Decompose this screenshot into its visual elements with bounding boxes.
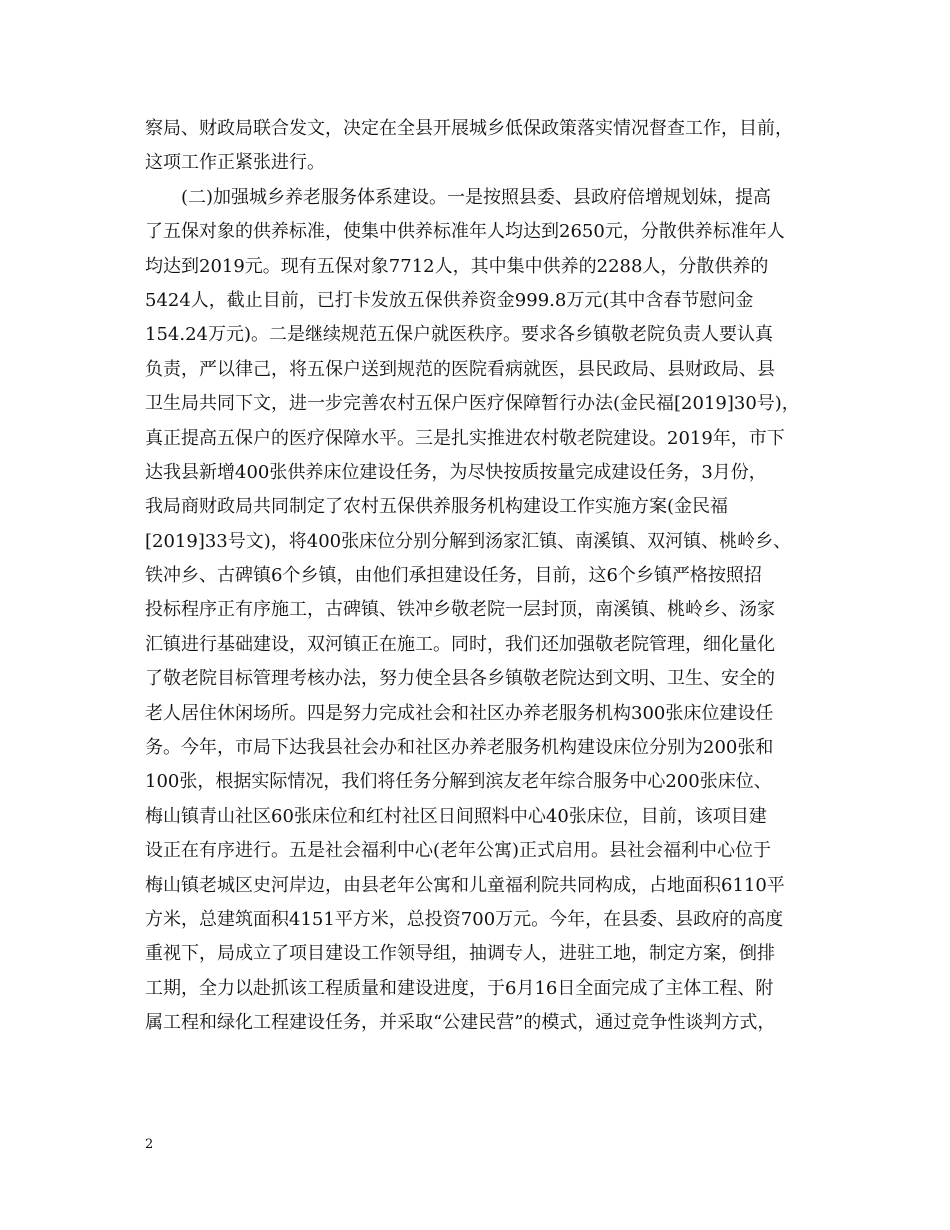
page-number: 2	[145, 1137, 154, 1152]
text-line: 我局商财政局共同制定了农村五保供养服务机构建设工作实施方案(金民福	[145, 496, 729, 518]
text-line: 察局、财政局联合发文，决定在全县开展城乡低保政策落实情况督查工作，目前，	[145, 118, 793, 139]
text-line: 均达到2019元。现有五保对象7712人，其中集中供养的2288人，分散供养的	[145, 255, 769, 277]
text-line: 汇镇进行基础建设，双河镇正在施工。同时，我们还加强敬老院管理，细化量化	[145, 633, 775, 655]
text-line: 梅山镇老城区史河岸边，由县老年公寓和儿童福利院共同构成，占地面积6110平	[145, 874, 785, 896]
text-line: 设正在有序进行。五是社会福利中心(老年公寓)正式启用。县社会福利中心位于	[145, 840, 772, 862]
text-line: 100张，根据实际情况，我们将任务分解到滨友老年综合服务中心200张床位、	[145, 771, 772, 793]
text-line: 属工程和绿化工程建设任务，并采取“公建民营”的模式，通过竞争性谈判方式，	[145, 1012, 776, 1034]
text-line: [2019]33号文)，将400张床位分别分解到汤家汇镇、南溪镇、双河镇、桃岭乡、	[145, 530, 792, 552]
text-line: 投标程序正有序施工，古碑镇、铁冲乡敬老院一层封顶，南溪镇、桃岭乡、汤家	[145, 599, 775, 621]
text-line: 铁冲乡、古碑镇6个乡镇，由他们承担建设任务，目前，这6个乡镇严格按照招	[145, 565, 762, 587]
text-line: 154.24万元)。二是继续规范五保户就医秩序。要求各乡镇敬老院负责人要认真	[145, 324, 774, 346]
text-line: 老人居住休闲场所。四是努力完成社会和社区办养老服务机构300张床位建设任	[145, 702, 774, 724]
text-line: 卫生局共同下文，进一步完善农村五保户医疗保障暂行办法(金民福[2019]30号)，	[145, 393, 800, 415]
text-line: 了敬老院目标管理考核办法，努力使全县各乡镇敬老院达到文明、卫生、安全的	[145, 668, 775, 690]
text-line: 重视下，局成立了项目建设工作领导组，抽调专人，进驻工地，制定方案，倒排	[145, 943, 775, 965]
text-line: 工期，全力以赴抓该工程质量和建设进度，于6月16日全面完成了主体工程、附	[145, 977, 774, 999]
text-line: 真正提高五保户的医疗保障水平。三是扎实推进农村敬老院建设。2019年，市下	[145, 427, 785, 449]
text-line: 了五保对象的供养标准，使集中供养标准年人均达到2650元，分散供养标准年人	[145, 221, 785, 243]
section-heading-line: (二)加强城乡养老服务体系建设。一是按照县委、县政府倍增规划妹，提高	[181, 186, 772, 208]
text-line: 方米，总建筑面积4151平方米，总投资700万元。今年，在县委、县政府的高度	[145, 908, 784, 930]
text-line: 这项工作正紧张进行。	[145, 152, 325, 174]
text-line: 5424人，截止目前，已打卡发放五保供养资金999.8万元(其中含春节慰问金	[145, 289, 754, 311]
text-line: 务。今年，市局下达我县社会办和社区办养老服务机构建设床位分别为200张和	[145, 737, 774, 759]
text-line: 梅山镇青山社区60张床位和红村社区日间照料中心40张床位，目前，该项目建	[145, 805, 767, 827]
body-text	[145, 112, 815, 1041]
text-line: 负责，严以律己，将五保户送到规范的医院看病就医，县民政局、县财政局、县	[145, 358, 775, 380]
text-line: 达我县新增400张供养床位建设任务，为尽快按质按量完成建设任务，3月份，	[145, 461, 767, 483]
